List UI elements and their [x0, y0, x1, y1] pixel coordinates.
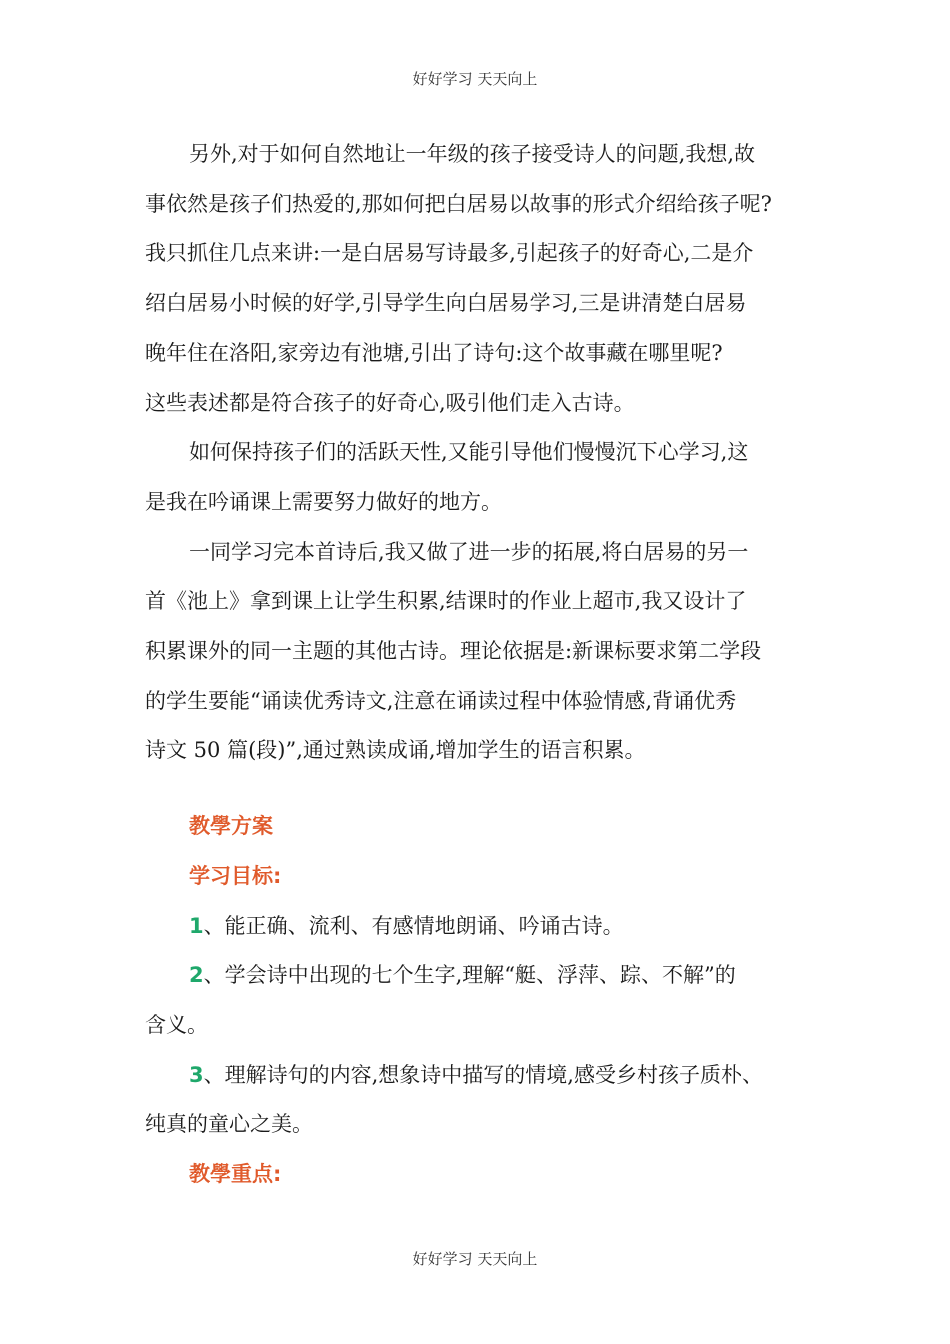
text-line: 另外,对于如何自然地让一年级的孩子接受诗人的问题,我想,故	[189, 142, 756, 166]
text-line: 一同学习完本首诗后,我又做了进一步的拓展,将白居易的另一	[189, 539, 749, 564]
plan-title: 教學方案	[189, 814, 273, 839]
paragraph-poet-story	[145, 130, 813, 428]
text-line: 是我在吟诵课上需要努力做好的地方。	[145, 489, 502, 514]
paragraph-active-nature	[145, 428, 813, 527]
objective-text: 、能正确、流利、有感情地朗诵、吟诵古诗。	[203, 913, 624, 938]
objectives-heading: 学习目标:	[189, 863, 282, 888]
objective-number: 1	[189, 913, 204, 938]
text-line: 诗文 50 篇(段)”,通过熟读成诵,增加学生的语言积累。	[145, 738, 646, 763]
objective-text: 纯真的童心之美。	[145, 1112, 313, 1137]
text-line: 事依然是孩子们热爱的,那如何把白居易以故事的形式介绍给孩子呢?	[145, 191, 772, 216]
objective-number: 3	[189, 1062, 204, 1087]
paragraph-extension	[145, 528, 813, 777]
objective-item	[145, 951, 813, 1050]
document-body	[145, 130, 813, 1200]
text-line: 首《池上》拿到课上让学生积累,结课时的作业上超市,我又设计了	[145, 589, 747, 614]
text-line: 积累课外的同一主题的其他古诗。理论依据是:新课标要求第二学段	[145, 639, 762, 664]
page-footer: 好好学习 天天向上	[412, 1250, 538, 1268]
objective-text: 含义。	[145, 1012, 208, 1037]
objective-text: 、学会诗中出现的七个生字,理解“艇、浮萍、踪、不解”的	[203, 963, 736, 988]
objective-item	[145, 1051, 813, 1150]
objective-text: 、理解诗句的内容,想象诗中描写的情境,感受乡村孩子质朴、	[203, 1062, 763, 1087]
text-line: 这些表述都是符合孩子的好奇心,吸引他们走入古诗。	[145, 390, 635, 415]
text-line: 我只抓住几点来讲:一是白居易写诗最多,引起孩子的好奇心,二是介	[145, 241, 754, 266]
key-points-heading: 教學重点:	[189, 1162, 282, 1187]
objective-item	[145, 902, 813, 952]
objective-number: 2	[189, 963, 204, 988]
text-line: 晚年住在洛阳,家旁边有池塘,引出了诗句:这个故事藏在哪里呢?	[145, 340, 723, 365]
page-header: 好好学习 天天向上	[412, 70, 538, 88]
text-line: 的学生要能“诵读优秀诗文,注意在诵读过程中体验情感,背诵优秀	[145, 688, 737, 713]
section-gap	[145, 776, 813, 802]
text-line: 绍白居易小时候的好学,引导学生向白居易学习,三是讲清楚白居易	[145, 291, 747, 316]
text-line: 如何保持孩子们的活跃天性,又能引导他们慢慢沉下心学习,这	[189, 440, 749, 465]
